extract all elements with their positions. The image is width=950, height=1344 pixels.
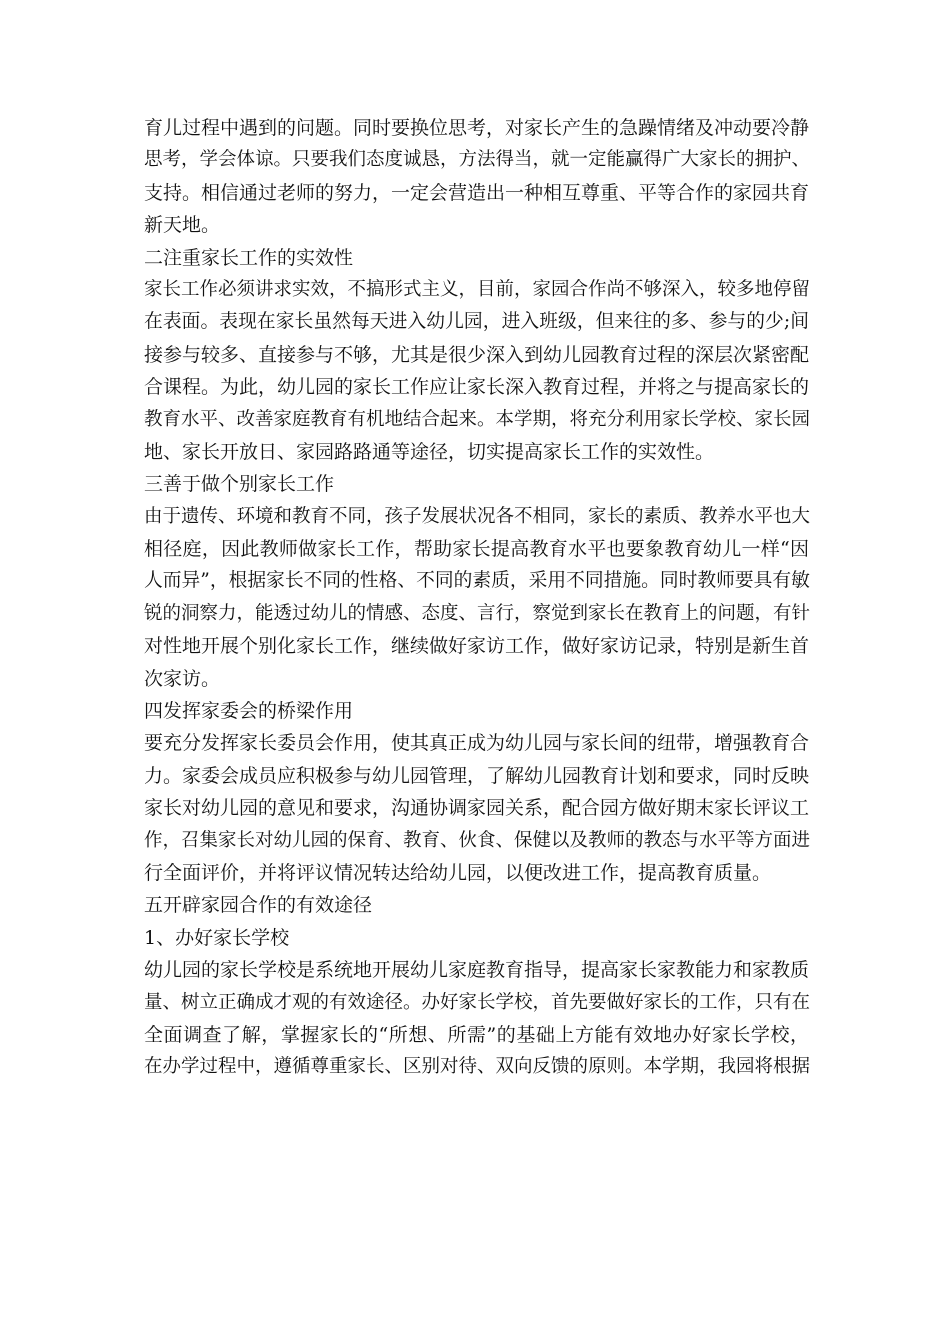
paragraph-line: 支持。相信通过老师的努力，一定会营造出一种相互尊重、平等合作的家园共育 [144, 181, 810, 204]
paragraph-line: 在办学过程中，遵循尊重家长、区别对待、双向反馈的原则。本学期，我园将根据 [144, 1056, 811, 1078]
paragraph-line: 育儿过程中遇到的问题。同时要换位思考，对家长产生的急躁情绪及冲动要冷静 [144, 117, 810, 139]
paragraph-line: 合课程。为此，幼儿园的家长工作应让家长深入教育过程，并将之与提高家长的 [144, 376, 810, 399]
paragraph-line: 对性地开展个别化家长工作，继续做好家访工作，做好家访记录，特别是新生首 [144, 635, 810, 658]
paragraph-line: 锐的洞察力，能透过幼儿的情感、态度、言行，察觉到家长在教育上的问题，有针 [144, 602, 811, 624]
paragraph-line: 相径庭，因此教师做家长工作，帮助家长提高教育水平也要象教育幼儿一样“因 [144, 538, 809, 561]
paragraph-line: 幼儿园的家长学校是系统地开展幼儿家庭教育指导，提高家长家教能力和家教质 [144, 959, 810, 982]
paragraph-line: 接参与较多、直接参与不够，尤其是很少深入到幼儿园教育过程的深层次紧密配 [144, 343, 810, 366]
paragraph-line-end: 行全面评价，并将评议情况转达给幼儿园，以便改进工作，提高教育质量。 [144, 861, 772, 884]
paragraph-line-end: 新天地。 [144, 214, 221, 237]
paragraph-line-end: 五开辟家园合作的有效途径 [144, 894, 373, 917]
paragraph-line: 要充分发挥家长委员会作用，使其真正成为幼儿园与家长间的纽带，增强教育合 [144, 732, 810, 755]
paragraph-line-end: 三善于做个别家长工作 [144, 473, 335, 496]
paragraph-line: 教育水平、改善家庭教育有机地结合起来。本学期，将充分利用家长学校、家长园 [144, 408, 811, 430]
paragraph-line: 家长工作必须讲求实效，不搞形式主义，目前，家园合作尚不够深入，较多地停留 [144, 278, 811, 300]
paragraph-line-end: 二注重家长工作的实效性 [144, 246, 354, 269]
paragraph-line: 力。家委会成员应积极参与幼儿园管理，了解幼儿园教育计划和要求，同时反映 [144, 764, 810, 787]
paragraph-line: 全面调查了解，掌握家长的“所想、所需”的基础上方能有效地办好家长学校， [144, 1023, 809, 1046]
paragraph-line: 作，召集家长对幼儿园的保育、教育、伙食、保健以及教师的教态与水平等方面进 [144, 829, 811, 851]
paragraph-line: 由于遗传、环境和教育不同，孩子发展状况各不相同，家长的素质、教养水平也大 [144, 505, 811, 527]
document-body [144, 112, 809, 1084]
paragraph-line: 人而异”，根据家长不同的性格、不同的素质，采用不同措施。同时教师要具有敏 [144, 570, 810, 592]
paragraph-line: 思考，学会体谅。只要我们态度诚恳，方法得当，就一定能赢得广大家长的拥护、 [144, 149, 811, 171]
paragraph-line: 在表面。表现在家长虽然每天进入幼儿园，进入班级，但来往的多、参与的少;间 [144, 311, 809, 333]
paragraph-line: 家长对幼儿园的意见和要求，沟通协调家园关系，配合园方做好期末家长评议工 [144, 797, 810, 820]
paragraph-line-end: 1、办好家长学校 [144, 926, 290, 949]
paragraph-line: 量、树立正确成才观的有效途径。办好家长学校，首先要做好家长的工作，只有在 [144, 991, 811, 1013]
paragraph-line-end: 次家访。 [144, 667, 221, 690]
paragraph-line-end: 地、家长开放日、家园路路通等途径，切实提高家长工作的实效性。 [144, 440, 715, 463]
paragraph-line-end: 四发挥家委会的桥梁作用 [144, 700, 354, 723]
